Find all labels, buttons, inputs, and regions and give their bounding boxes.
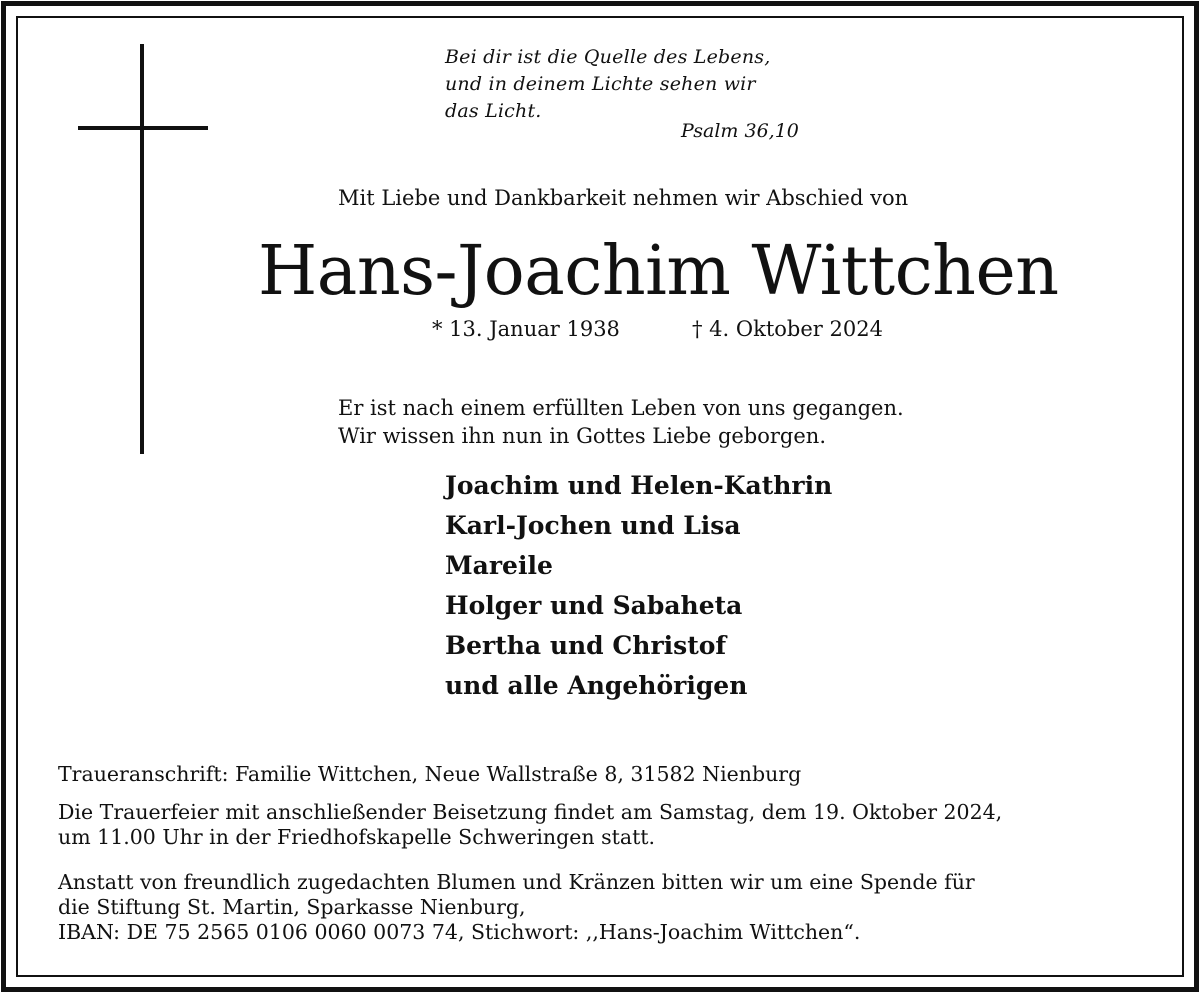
birth-date: * 13. Januar 1938 <box>432 317 620 341</box>
donation-line: die Stiftung St. Martin, Sparkasse Nienburg, <box>58 895 526 919</box>
mourner-entry: und alle Angehörigen <box>445 671 748 700</box>
funeral-details <box>58 800 1002 850</box>
mourner-entry: Holger und Sabaheta <box>445 591 743 620</box>
verse-line: Bei dir ist die Quelle des Lebens, <box>445 46 771 68</box>
address-line: Traueranschrift: Familie Wittchen, Neue Wallstraße 8, 31582 Nienburg <box>58 762 802 786</box>
farewell-intro: Mit Liebe und Dankbarkeit nehmen wir Abschied von <box>338 186 909 210</box>
funeral-line: Die Trauerfeier mit anschließender Beisetzung findet am Samstag, dem 19. Oktober 2024, <box>58 800 1003 824</box>
mourner-entry: Joachim und Helen-Kathrin <box>445 471 833 500</box>
mourner-entry: Mareile <box>445 551 553 580</box>
deceased-name: Hans-Joachim Wittchen <box>258 232 1059 311</box>
donation-line: IBAN: DE 75 2565 0106 0060 0073 74, Stichwort: ,,Hans-Joachim Wittchen“. <box>58 920 861 944</box>
message-line: Wir wissen ihn nun in Gottes Liebe geborgen. <box>338 424 827 448</box>
cross-vertical-bar <box>140 44 144 454</box>
bible-verse <box>445 44 771 125</box>
funeral-line: um 11.00 Uhr in der Friedhofskapelle Schweringen statt. <box>58 825 656 849</box>
donation-line: Anstatt von freundlich zugedachten Blumen und Kränzen bitten wir um eine Spende für <box>58 870 975 894</box>
mourner-entry: Bertha und Christof <box>445 631 727 660</box>
message-line: Er ist nach einem erfüllten Leben von uns gegangen. <box>338 396 904 420</box>
mourners-list <box>445 466 832 706</box>
verse-line: und in deinem Lichte sehen wir <box>445 73 756 95</box>
memorial-message <box>338 394 904 450</box>
mourning-address <box>58 762 801 787</box>
mourner-entry: Karl-Jochen und Lisa <box>445 511 741 540</box>
verse-reference: Psalm 36,10 <box>681 120 799 142</box>
verse-line: das Licht. <box>445 100 542 122</box>
death-date: † 4. Oktober 2024 <box>692 317 883 341</box>
donation-request <box>58 870 975 945</box>
cross-horizontal-bar <box>78 126 208 130</box>
